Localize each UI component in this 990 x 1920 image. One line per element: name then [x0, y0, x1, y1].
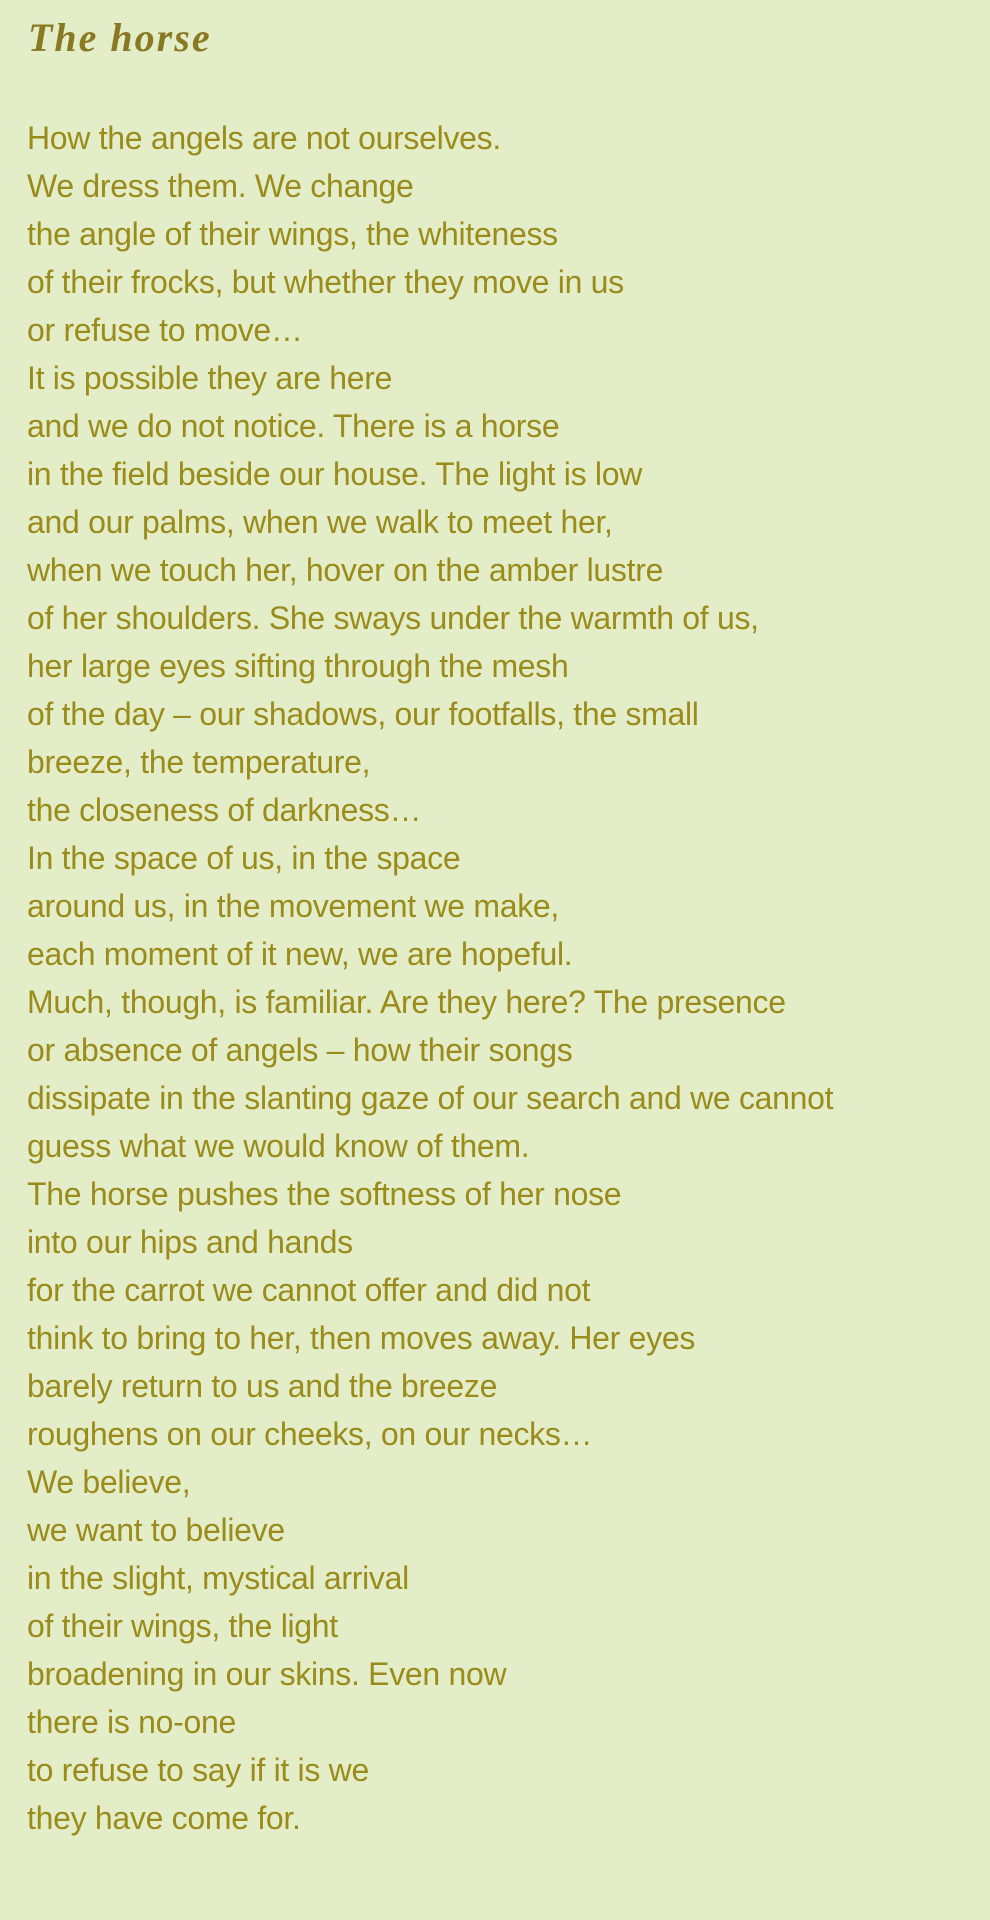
poem-line: we want to believe: [27, 1512, 285, 1548]
poem-line: in the field beside our house. The light is low: [27, 456, 643, 492]
poem-line: around us, in the movement we make,: [27, 888, 560, 924]
poem-line: How the angels are not ourselves.: [27, 120, 501, 156]
poem-line: to refuse to say if it is we: [27, 1752, 369, 1788]
poem-line: there is no-one: [27, 1704, 236, 1740]
poem-body: [27, 114, 980, 1842]
poem-line: In the space of us, in the space: [27, 840, 461, 876]
poem-line: or refuse to move…: [27, 312, 303, 348]
poem-title: The horse: [28, 15, 212, 60]
poem-line: guess what we would know of them.: [27, 1128, 530, 1164]
poem-line: when we touch her, hover on the amber lustre: [27, 552, 664, 588]
poem-line: her large eyes sifting through the mesh: [27, 648, 569, 684]
poem-line: each moment of it new, we are hopeful.: [27, 936, 573, 972]
poem-line: of the day – our shadows, our footfalls, the small: [27, 696, 699, 732]
poem-line: or absence of angels – how their songs: [27, 1032, 573, 1068]
poem-line: and our palms, when we walk to meet her,: [27, 504, 613, 540]
poem-line: in the slight, mystical arrival: [27, 1560, 409, 1596]
poem-line: for the carrot we cannot offer and did not: [27, 1272, 591, 1308]
poem-line: barely return to us and the breeze: [27, 1368, 498, 1404]
poem-line: breeze, the temperature,: [27, 744, 371, 780]
poem-line: the angle of their wings, the whiteness: [27, 216, 558, 252]
poem-line: broadening in our skins. Even now: [27, 1656, 507, 1692]
poem-line: dissipate in the slanting gaze of our search and we cannot: [27, 1080, 834, 1116]
poem-line: of her shoulders. She sways under the warmth of us,: [27, 600, 759, 636]
poem-line: and we do not notice. There is a horse: [27, 408, 560, 444]
poem-line: Much, though, is familiar. Are they here? The presence: [27, 984, 786, 1020]
poem-line: We believe,: [27, 1464, 191, 1500]
poem-line: the closeness of darkness…: [27, 792, 422, 828]
poem-line: they have come for.: [27, 1800, 301, 1836]
poem-line: It is possible they are here: [27, 360, 393, 396]
poem-line: of their frocks, but whether they move in us: [27, 264, 624, 300]
poem-line: into our hips and hands: [27, 1224, 353, 1260]
poem-line: of their wings, the light: [27, 1608, 338, 1644]
poem-line: think to bring to her, then moves away. Her eyes: [27, 1320, 696, 1356]
poem-line: roughens on our cheeks, on our necks…: [27, 1416, 593, 1452]
poem-line: The horse pushes the softness of her nose: [27, 1176, 622, 1212]
poem-line: We dress them. We change: [27, 168, 414, 204]
